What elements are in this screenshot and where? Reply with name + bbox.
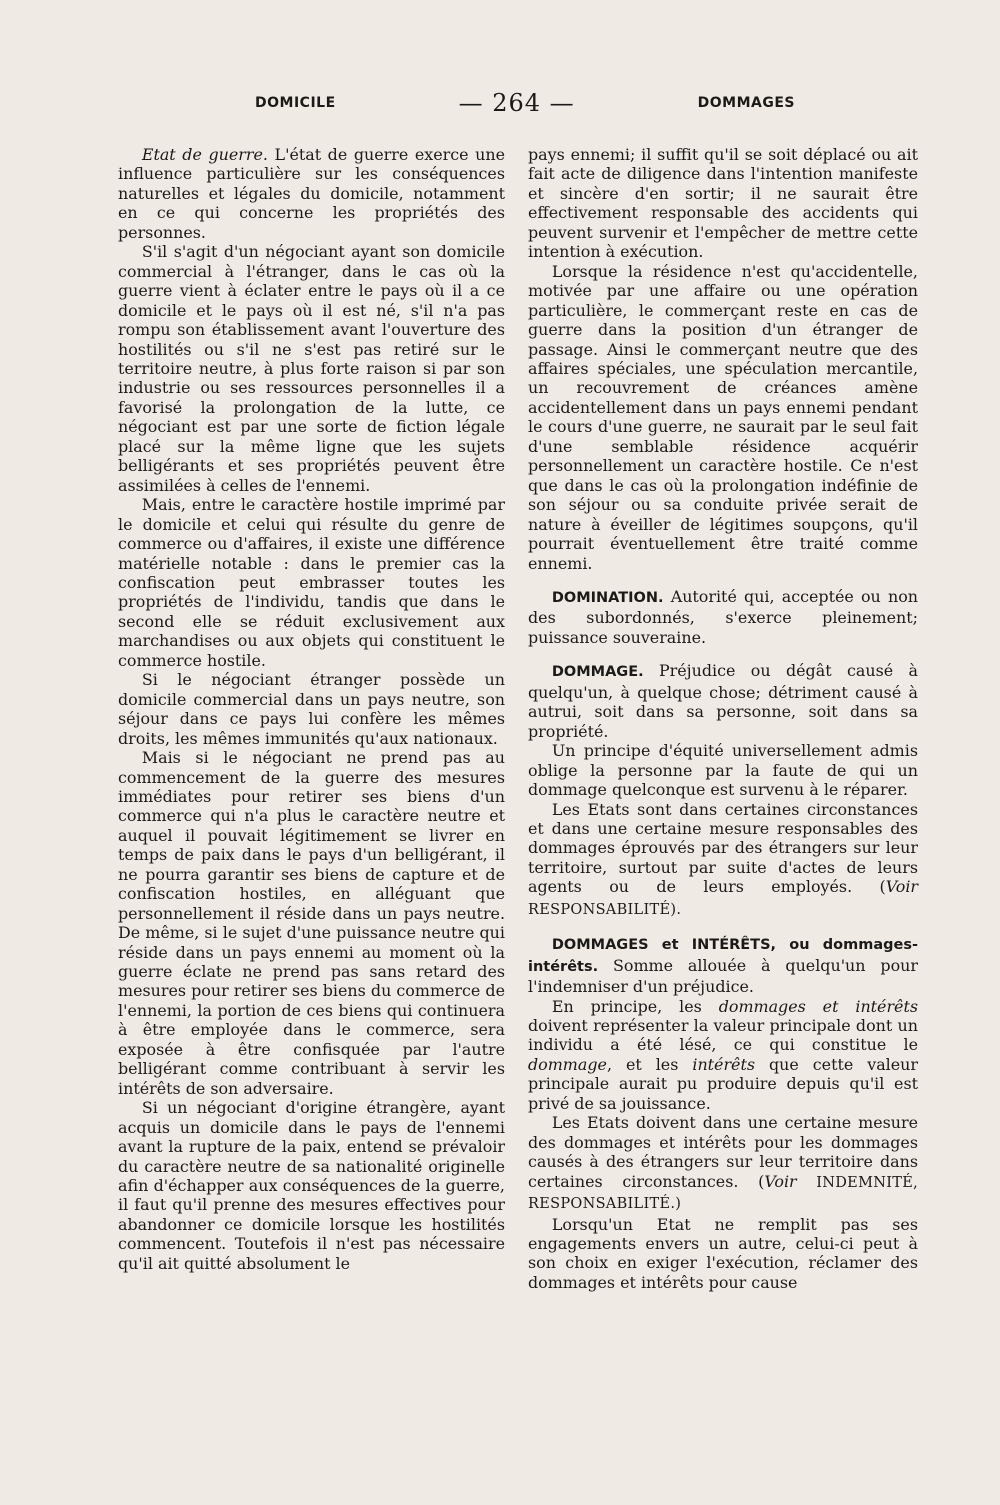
paragraph: Etat de guerre. L'état de guerre exerce une influence particulière sur les conséquences naturelles et légales du domicile, notamment en ce qui concerne les propriétés des personnes. <box>118 145 505 242</box>
paragraph: Si un négociant d'origine étrangère, ayant acquis un domicile dans le pays de l'ennemi avant la rupture de la paix, entend se prévaloir du caractère neutre de sa nationalité originelle afin d'échapper aux conséquences de la guerre, il faut qu'il prenne des mesures effectives pour abandonner ce domicile lorsque les hostilités commencent. Toutefois il n'est pas nécessaire qu'il ait quitté absolument le <box>118 1098 505 1273</box>
headword-domination: DOMINATION. <box>551 589 664 606</box>
paragraph: Un principe d'équité universellement admis oblige la personne par la faute de qui un dommage quelconque est survenu à le réparer. <box>528 741 918 800</box>
running-header <box>255 88 795 118</box>
left-column <box>118 145 505 1273</box>
header-left-word: DOMICILE <box>255 95 336 111</box>
right-column <box>528 145 918 1292</box>
paragraph: pays ennemi; il suffit qu'il se soit déplacé ou ait fait acte de diligence dans l'intention manifeste et sincère d'en sortir; il ne saurait être effectivement responsable des accidents qui peuvent survenir et l'empêcher de mettre cette intention à exécution. <box>528 145 918 262</box>
headword-dommage: DOMMAGE. <box>551 664 644 681</box>
paragraph: Les Etats doivent dans une certaine mesure des dommages et intérêts pour les dommages causés à des étrangers sur leur territoire dans certaines circonstances. (Voir INDEMNITÉ, RESPONSABILITÉ.) <box>528 1113 918 1213</box>
paragraph: Si le négociant étranger possède un domicile commercial dans un pays neutre, son séjour dans ce pays lui confère les mêmes droits, les mêmes immunités qu'aux nationaux. <box>118 670 505 748</box>
subheading-etat-de-guerre: Etat de guerre. <box>141 145 268 164</box>
entry-domination: DOMINATION. Autorité qui, acceptée ou non des subordonnés, s'exerce pleinement; puissance souveraine. <box>528 586 918 647</box>
paragraph: Lorsqu'un Etat ne remplit pas ses engagements envers un autre, celui-ci peut à son choix en exiger l'exécution, réclamer des dommages et intérêts pour cause <box>528 1214 918 1292</box>
headword-dommages-et-interets: DOMMAGES et INTÉRÊTS, ou dommages-intérêts. <box>528 937 918 975</box>
header-right-word: DOMMAGES <box>697 95 795 111</box>
entry-dommages-et-interets: DOMMAGES et INTÉRÊTS, ou dommages-intérêts. Somme allouée à quelqu'un pour l'indemniser d'un préjudice. <box>528 937 918 997</box>
paragraph: Mais si le négociant ne prend pas au commencement de la guerre des mesures immédiates pour retirer ses biens d'un commerce qui n'a plus le caractère neutre et auquel il pouvait légitimement se livrer en temps de paix dans le pays d'un belligérant, il ne pourra garantir ses biens de capture et de confiscation hostiles, en alléguant que personnellement il réside dans un pays neutre. De même, si le sujet d'une puissance neutre qui réside dans un pays ennemi au moment où la guerre éclate ne prend pas sans retard des mesures pour retirer ses biens du commerce de l'ennemi, la portion de ces biens qui continuera à être employée dans le commerce, sera exposée à être confisquée par l'autre belligérant comme contribuant à servir les intérêts de son adversaire. <box>118 748 505 1098</box>
entry-dommage: DOMMAGE. Préjudice ou dégât causé à quelqu'un, à quelque chose; détriment causé à autrui, soit dans sa personne, soit dans sa propriété. <box>528 661 918 741</box>
paragraph: S'il s'agit d'un négociant ayant son domicile commercial à l'étranger, dans le cas où la guerre vient à éclater entre le pays où il a ce domicile et le pays où il est né, s'il n'a pas rompu son établissement avant l'ouverture des hostilités ou s'il ne s'est pas retiré sur le territoire neutre, à plus forte raison si par son industrie ou ses ressources personnelles il a favorisé la prolongation de la lutte, ce négociant est par une sorte de fiction légale placé sur la même ligne que les sujets belligérants et ses propriétés peuvent être assimilées à celles de l'ennemi. <box>118 242 505 495</box>
paragraph: Les Etats sont dans certaines circonstances et dans une certaine mesure responsables des dommages éprouvés par des étrangers sur leur territoire, surtout par suite d'actes de leurs agents ou de leurs employés. (Voir RESPONSABILITÉ). <box>528 799 918 918</box>
paragraph: Lorsque la résidence n'est qu'accidentelle, motivée par une affaire ou une opération particulière, le commerçant reste en cas de guerre dans la position d'un étranger de passage. Ainsi le commerçant neutre que des affaires spéciales, une spéculation mercantile, un recouvrement de créances amène accidentellement dans un pays ennemi pendant le cours d'une guerre, ne saurait par le seul fait d'une semblable résidence acquérir personnellement un caractère hostile. Ce n'est que dans le cas où la prolongation indéfinie de son séjour ou sa conduite privée serait de nature à éveiller de légitimes soupçons, qu'il pourrait éventuellement être traité comme ennemi. <box>528 261 918 573</box>
paragraph: Mais, entre le caractère hostile imprimé par le domicile et celui qui résulte du genre de commerce ou d'affaires, il existe une différence matérielle notable : dans le premier cas la confiscation peut embrasser toutes les propriétés de l'individu, tandis que dans le second elle se réduit exclusivement aux marchandises ou aux objets qui constituent le commerce hostile. <box>118 495 505 670</box>
paragraph: En principe, les dommages et intérêts doivent représenter la valeur principale dont un individu a été lésé, ce qui constitue le dommage, et les intérêts que cette valeur principale aurait pu produire depuis qu'il est privé de sa jouissance. <box>528 996 919 1113</box>
page-number: — 264 — <box>458 89 575 117</box>
